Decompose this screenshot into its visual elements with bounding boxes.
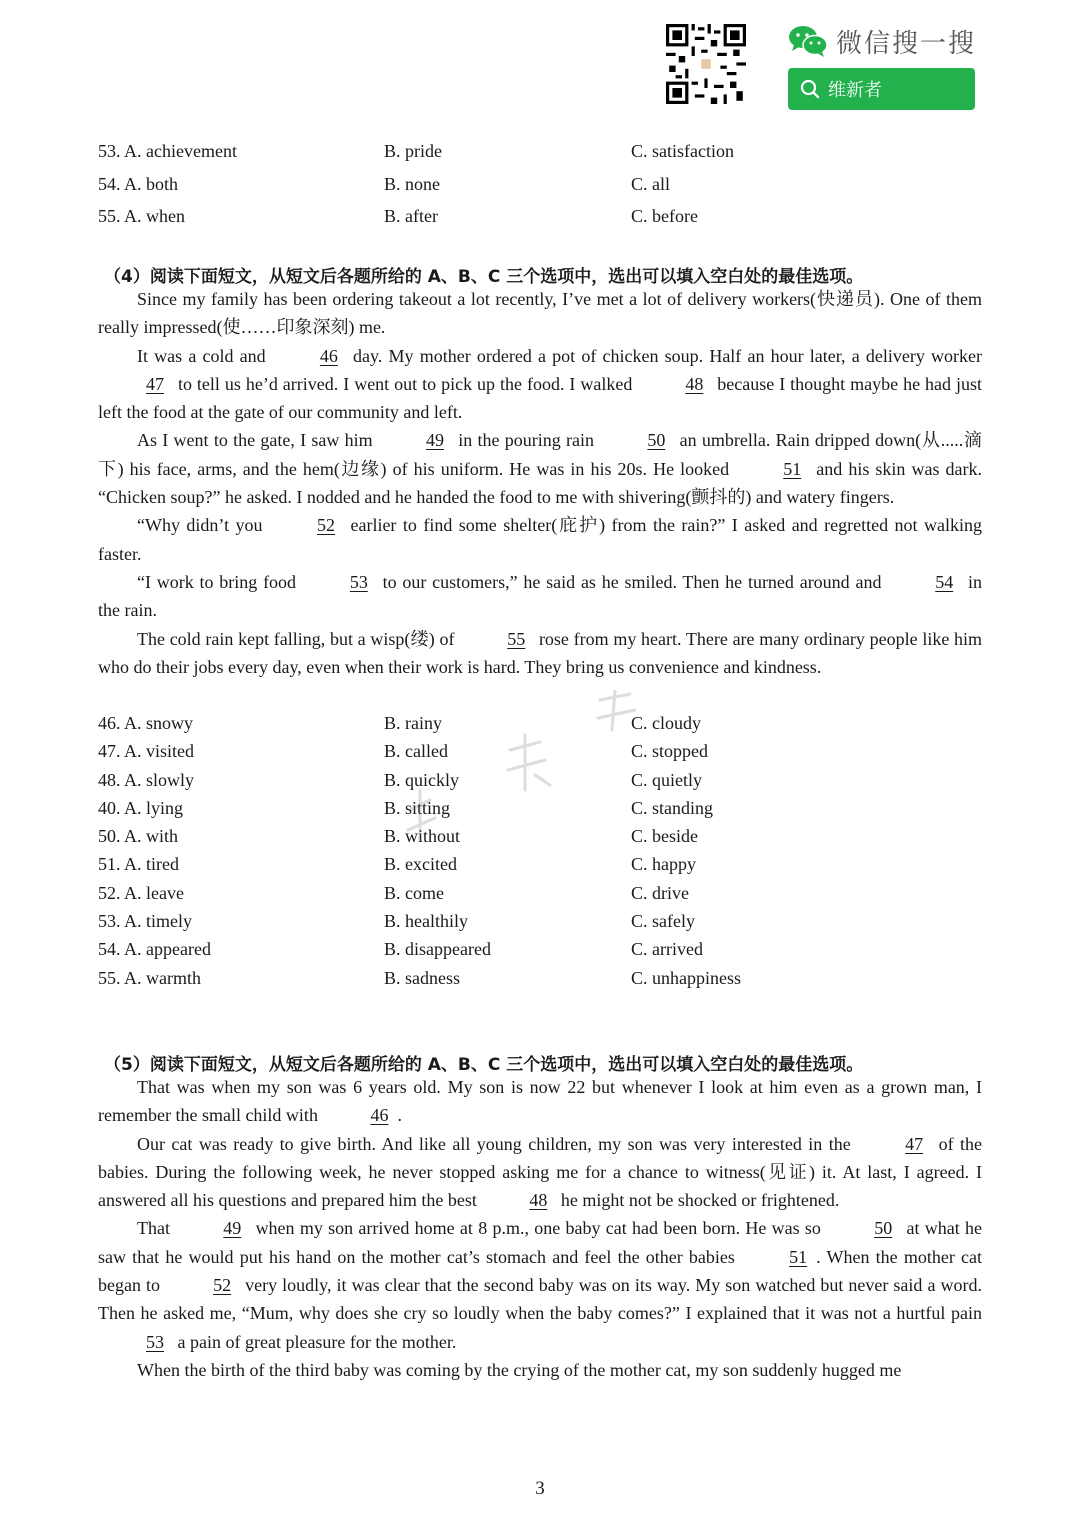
text: very loudly, it was clear that the second baby was on its way. My son watched but never said a word. Then he asked me, “Mum, why does she cry so loudly when the baby comes?” I explained that it was not a hurtful pain	[98, 1275, 982, 1324]
text: It was a cold and	[137, 345, 266, 366]
text: at what he saw that he would put his hand on the mother cat’s stomach and feel the other babies	[98, 1218, 982, 1267]
text: in the rain.	[98, 571, 983, 621]
option-a: 48. A. slowly	[98, 769, 195, 790]
option-row	[98, 137, 998, 165]
option-row	[98, 850, 998, 878]
paragraph	[98, 511, 982, 568]
blank-47[interactable]: 47	[905, 1133, 924, 1154]
text: to tell us he’d arrived. I went out to pick up the food. I walked	[177, 373, 633, 394]
options-list-top	[98, 137, 998, 231]
option-a: 54. A. appeared	[98, 939, 211, 960]
option-a: 53. A. timely	[98, 911, 192, 932]
text: As I went to the gate, I saw him	[137, 430, 373, 451]
blank-46[interactable]: 46	[370, 1105, 389, 1126]
option-b: B. without	[384, 826, 461, 847]
option-b: B. pride	[384, 141, 442, 161]
paragraph	[98, 1130, 982, 1215]
option-b: B. sadness	[384, 967, 460, 988]
text: Since my family has been ordering takeout a lot recently, I’ve met a lot of delivery workers(快递员). One of them really impressed(使……印象深刻) me.	[98, 289, 982, 338]
blank-50[interactable]: 50	[874, 1218, 893, 1239]
text: That	[137, 1218, 170, 1239]
option-b: B. come	[384, 882, 444, 903]
text: That was when my son was 6 years old. My son is now 22 but whenever I look at him even as a grown man, I remember the small child with	[98, 1077, 982, 1126]
paragraph	[98, 568, 982, 625]
option-c: C. all	[631, 173, 670, 194]
paragraph	[98, 625, 982, 682]
paragraph	[98, 342, 982, 427]
option-c: C. standing	[631, 797, 714, 818]
option-row	[98, 709, 998, 737]
option-c: C. quietly	[631, 769, 702, 790]
option-a: 55. A. warmth	[98, 967, 201, 988]
text: “Why didn’t you	[137, 515, 263, 536]
option-c: C. satisfaction	[631, 141, 734, 161]
option-row	[98, 907, 998, 935]
option-row	[98, 766, 998, 794]
option-b: B. disappeared	[384, 939, 491, 960]
search-box-text: 维新者	[828, 80, 882, 101]
wechat-search-brand	[788, 22, 976, 60]
option-c: C. beside	[631, 826, 698, 847]
paragraph	[98, 1356, 982, 1384]
option-c: C. stopped	[631, 741, 709, 762]
option-a: 51. A. tired	[98, 854, 179, 875]
blank-46[interactable]: 46	[319, 345, 338, 366]
page-number: 3	[535, 1478, 545, 1499]
paragraph	[98, 426, 982, 511]
search-icon	[800, 79, 820, 99]
paragraph	[98, 1073, 982, 1130]
option-row	[98, 170, 998, 198]
option-c: C. unhappiness	[631, 967, 741, 988]
option-a: 53. A. achievement	[98, 141, 237, 161]
option-c: C. safely	[631, 911, 695, 932]
section-4-title: （4）阅读下面短文，从短文后各题所给的 A、B、C 三个选项中，选出可以填入空白处的最佳选项。	[104, 267, 864, 287]
blank-52[interactable]: 52	[213, 1275, 232, 1296]
option-row	[98, 964, 998, 992]
section-5-title: （5）阅读下面短文，从短文后各题所给的 A、B、C 三个选项中，选出可以填入空白处的最佳选项。	[104, 1055, 864, 1075]
blank-54[interactable]: 54	[935, 571, 954, 592]
option-a: 55. A. when	[98, 206, 185, 227]
option-row	[98, 935, 998, 963]
blank-55[interactable]: 55	[507, 628, 526, 649]
text: When the birth of the third baby was coming by the crying of the mother cat, my son suddenly hugged me	[137, 1359, 902, 1380]
options-list-section-4	[98, 709, 998, 992]
option-row	[98, 202, 998, 230]
wechat-logo-icon	[788, 24, 828, 58]
blank-53[interactable]: 53	[349, 571, 368, 592]
option-a: 46. A. snowy	[98, 713, 194, 733]
text: .	[397, 1105, 402, 1126]
blank-49[interactable]: 49	[425, 430, 444, 451]
blank-52[interactable]: 52	[317, 515, 336, 536]
option-a: 54. A. both	[98, 173, 179, 194]
option-c: C. happy	[631, 854, 696, 875]
option-a: 47. A. visited	[98, 741, 195, 762]
text: . When the mother cat began to	[98, 1246, 983, 1296]
option-c: C. before	[631, 206, 698, 227]
text: a pain of great pleasure for the mother.	[177, 1331, 457, 1352]
page-header	[0, 0, 1080, 120]
option-b: B. sitting	[384, 797, 451, 818]
blank-48[interactable]: 48	[529, 1190, 548, 1211]
blank-50[interactable]: 50	[647, 430, 666, 451]
blank-51[interactable]: 51	[783, 458, 802, 479]
text: of the babies. During the following week, he never stopped asking me for a chance to witness(见证) it. At last, I agreed. I answered all his questions and prepared him the best	[98, 1133, 982, 1211]
text: an umbrella. Rain dripped down(从.....滴下) his face, arms, and the hem(边缘) of his uniform. He was in his 20s. He looked	[98, 430, 982, 479]
text: in the pouring rain	[458, 430, 595, 451]
option-row	[98, 794, 998, 822]
paragraph	[98, 1214, 982, 1355]
section-4-passage	[98, 285, 982, 681]
blank-49[interactable]: 49	[223, 1218, 242, 1239]
option-row	[98, 822, 998, 850]
text: The cold rain kept falling, but a wisp(缕) of	[137, 628, 455, 649]
text: he might not be shocked or frightened.	[560, 1190, 840, 1211]
text: because I thought maybe he had just left the food at the gate of our community and left.	[98, 373, 983, 423]
option-row	[98, 879, 998, 907]
text: when my son arrived home at 8 p.m., one baby cat had been born. He was so	[255, 1218, 821, 1239]
option-c: C. cloudy	[631, 713, 701, 733]
blank-51[interactable]: 51	[789, 1246, 808, 1267]
text: and his skin was dark. “Chicken soup?” he asked. I nodded and he handed the food to me with shivering(颤抖的) and watery fingers.	[98, 458, 983, 508]
blank-48[interactable]: 48	[685, 373, 704, 394]
option-b: B. after	[384, 206, 438, 227]
option-b: B. called	[384, 741, 448, 762]
text: day. My mother ordered a pot of chicken soup. Half an hour later, a delivery worker	[353, 345, 983, 366]
option-c: C. arrived	[631, 939, 703, 960]
qr-code-icon[interactable]	[666, 24, 746, 104]
option-a: 50. A. with	[98, 826, 179, 847]
option-row	[98, 737, 998, 765]
search-box[interactable]	[788, 68, 975, 110]
paragraph	[98, 285, 982, 342]
option-a: 52. A. leave	[98, 882, 184, 903]
wechat-search-text: 微信搜一搜	[836, 28, 977, 59]
option-b: B. none	[384, 173, 440, 194]
option-a: 40. A. lying	[98, 797, 184, 818]
text: earlier to find some shelter(庇护) from the rain?” I asked and regretted not walking faster.	[98, 515, 982, 564]
text: “I work to bring food	[137, 571, 297, 592]
option-c: C. drive	[631, 882, 689, 903]
option-b: B. healthily	[384, 911, 468, 932]
option-b: B. rainy	[384, 713, 442, 733]
text: to our customers,” he said as he smiled. Then he turned around and	[382, 571, 882, 592]
blank-53[interactable]: 53	[146, 1331, 164, 1352]
text: Our cat was ready to give birth. And like all young children, my son was very interested in the	[137, 1133, 851, 1154]
text: rose from my heart. There are many ordinary people like him who do their jobs every day, even when their work is hard. They bring us convenience and kindness.	[98, 628, 983, 677]
option-b: B. quickly	[384, 769, 459, 790]
blank-47[interactable]: 47	[146, 373, 164, 394]
option-b: B. excited	[384, 854, 457, 875]
section-5-passage	[98, 1073, 982, 1384]
